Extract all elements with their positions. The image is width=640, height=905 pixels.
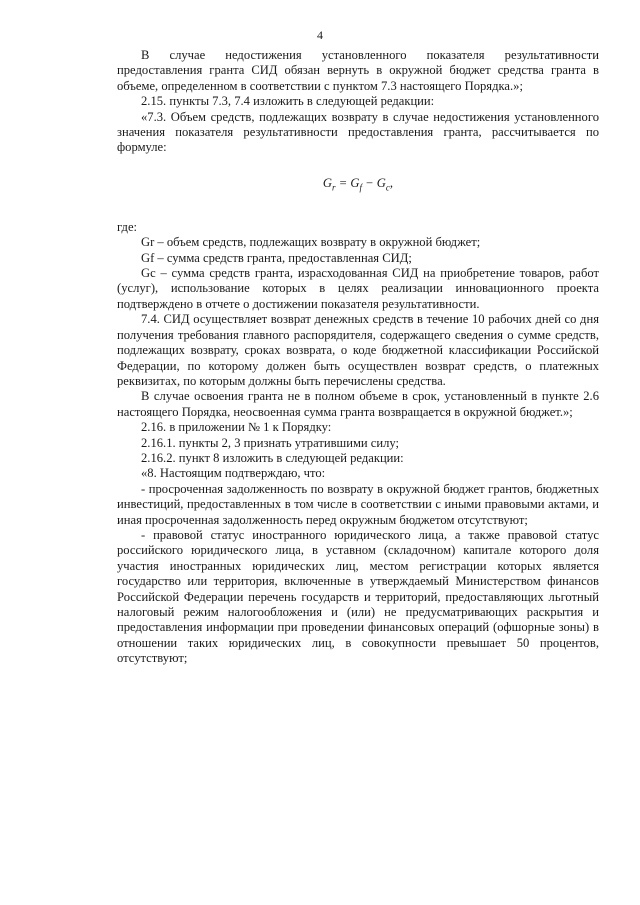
paragraph: 7.4. СИД осуществляет возврат денежных средств в течение 10 рабочих дней со дня получения требования главного распорядителя, содержащего сведения о сумме средств, подлежащих возврату, сроках возврата, о коде бюджетной классификации Российской Федерации, по которому должен быть осуществлен возврат средств, о платежных реквизитах, по которым должны быть перечислены средства. bbox=[117, 312, 599, 388]
paragraph: - правовой статус иностранного юридического лица, а также правовой статус российского юридического лица, в уставном (складочном) капитале которого доля участия иностранных юридических лиц, местом регистрации которых является государство или территория, включенные в утверждаемый Министерством финансов Российской Федерации перечень государств и территорий, предоставляющих льготный налоговый режим налогообложения и (или) не предусматривающих раскрытия и предоставления информации при проведении финансовых операций (офшорные зоны) в отношении таких юридических лиц, в совокупности превышает 50 процентов, отсутствуют; bbox=[117, 527, 599, 666]
formula-symbol: G bbox=[350, 175, 360, 190]
paragraph: - просроченная задолженность по возврату в окружной бюджет грантов, бюджетных инвестиций, предоставленных в том числе в соответствии с иными правовыми актами, и иная просроченная задолженность перед окружным бюджетом отсутствуют; bbox=[117, 481, 599, 527]
where-label: где: bbox=[117, 219, 138, 234]
formula-subscript: f bbox=[359, 182, 362, 193]
page-number: 4 bbox=[317, 28, 323, 42]
paragraph: В случае недостижения установленного показателя результативности предоставления гранта СИД обязан вернуть в окружной бюджет средства гранта в объеме, определенном в соответствии с пунктом 7.3 настоящего Порядка.»; bbox=[117, 48, 599, 93]
formula bbox=[117, 168, 599, 198]
paragraph: 2.16. в приложении № 1 к Порядку: bbox=[141, 420, 332, 435]
document-body bbox=[117, 48, 599, 667]
paragraph: 2.16.2. пункт 8 изложить в следующей редакции: bbox=[141, 450, 404, 465]
definition-gr: Gr – объем средств, подлежащих возврату в окружной бюджет; bbox=[141, 235, 481, 250]
definition-gf: Gf – сумма средств гранта, предоставленная СИД; bbox=[141, 250, 412, 265]
formula-subscript: c bbox=[385, 182, 390, 193]
paragraph: «7.3. Объем средств, подлежащих возврату в случае недостижения установленного значения показателя результативности предоставления гранта, рассчитывается по формуле: bbox=[117, 109, 599, 155]
formula-operator: − bbox=[365, 175, 374, 190]
formula-subscript: r bbox=[332, 182, 336, 193]
formula-symbol: G bbox=[322, 175, 333, 190]
formula-operator: = bbox=[338, 175, 348, 190]
paragraph: 2.16.1. пункты 2, 3 признать утратившими силу; bbox=[141, 435, 400, 450]
formula-symbol: G bbox=[376, 175, 386, 190]
paragraph: «8. Настоящим подтверждаю, что: bbox=[141, 466, 326, 481]
formula-punctuation: , bbox=[389, 175, 394, 190]
paragraph: В случае освоения гранта не в полном объеме в срок, установленный в пункте 2.6 настоящего Порядка, неосвоенная сумма гранта возвращается в окружной бюджет.»; bbox=[117, 389, 599, 419]
paragraph: 2.15. пункты 7.3, 7.4 изложить в следующей редакции: bbox=[141, 94, 435, 109]
definition-gc: Gc – сумма средств гранта, израсходованная СИД на приобретение товаров, работ (услуг), использование которых в целях реализации инновационного проекта подтверждено в отчете о достижении показателя результативности. bbox=[117, 266, 599, 311]
